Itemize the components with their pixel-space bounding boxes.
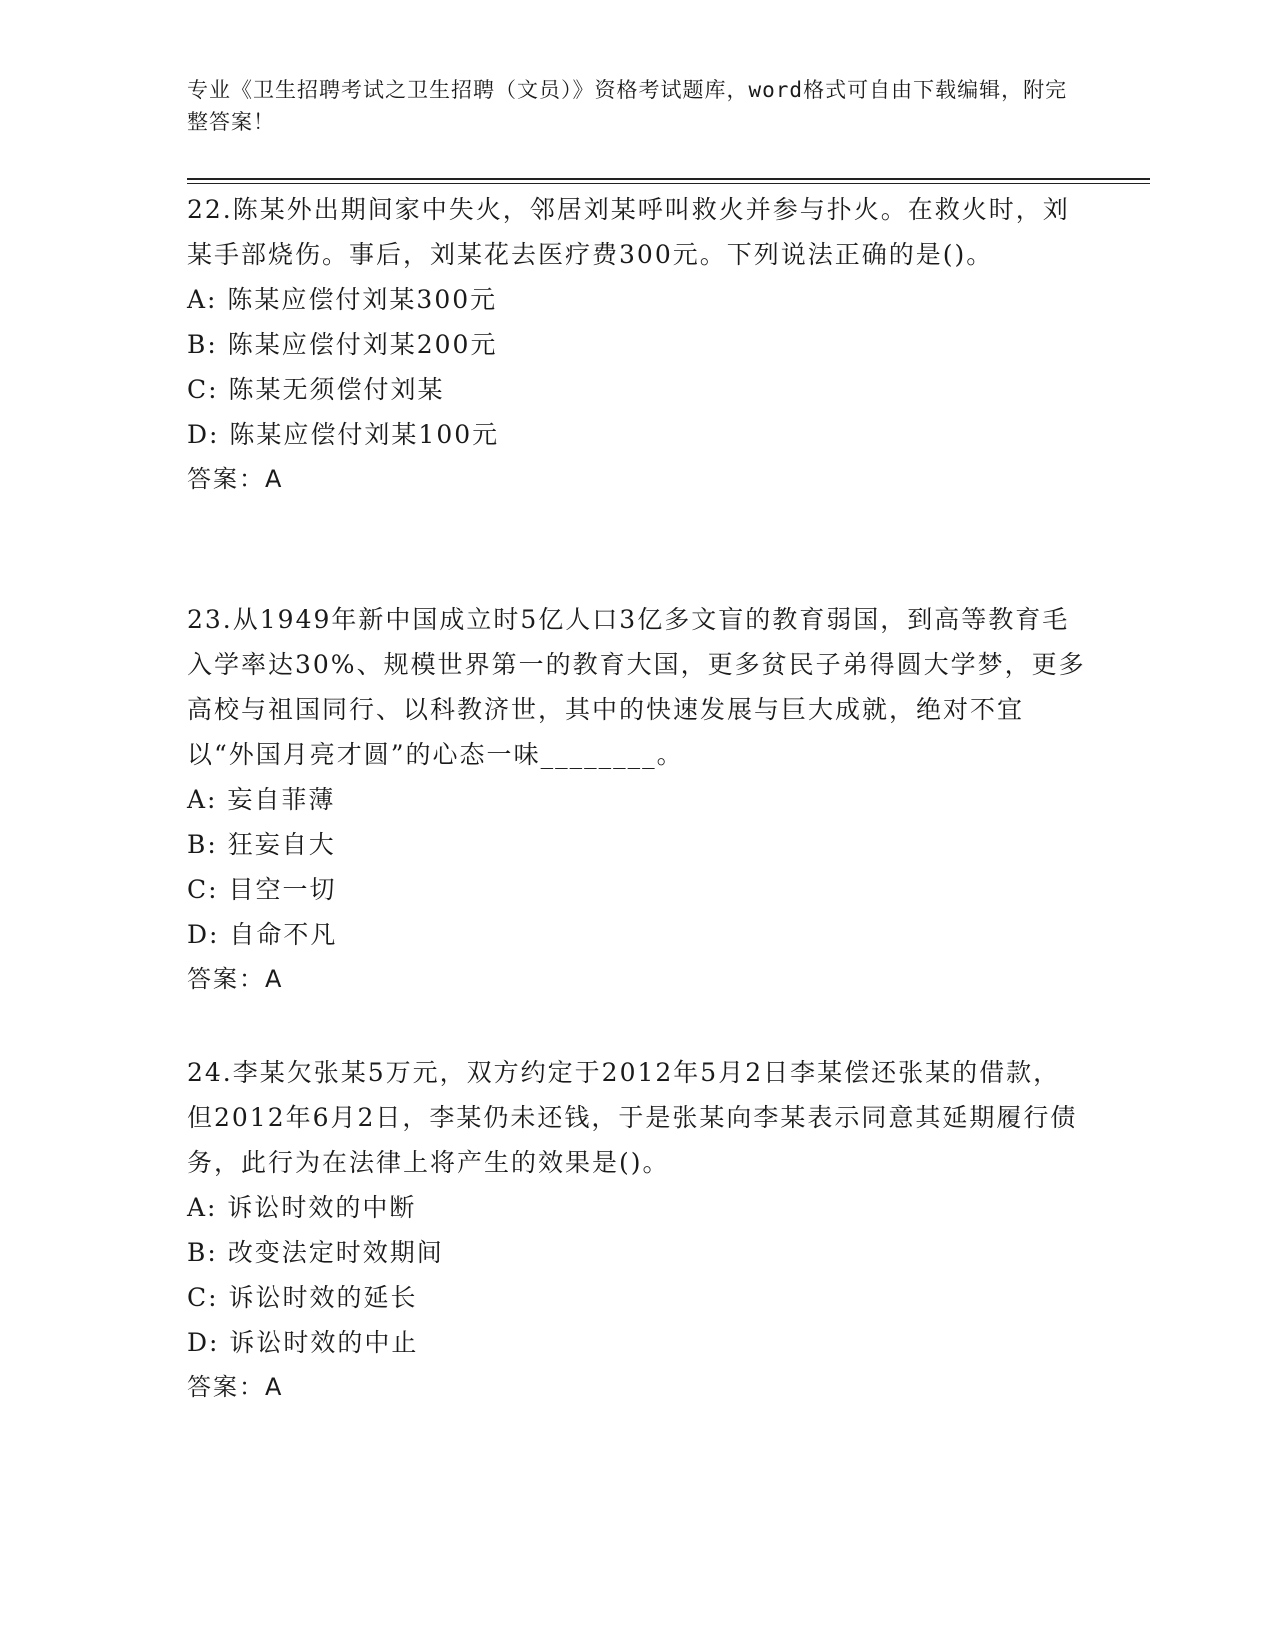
option-c: C: 陈某无须偿付刘某 xyxy=(187,375,445,404)
option-b: B: 陈某应偿付刘某200元 xyxy=(187,330,498,359)
option-b: B: 改变法定时效期间 xyxy=(187,1238,444,1267)
answer-line: 答案：A xyxy=(187,965,284,993)
option-a: A: 陈某应偿付刘某300元 xyxy=(187,285,498,314)
option-d: D: 陈某应偿付刘某100元 xyxy=(187,420,500,449)
header-divider-thin xyxy=(187,183,1150,184)
option-c: C: 诉讼时效的延长 xyxy=(187,1283,418,1312)
option-c: C: 目空一切 xyxy=(187,875,337,904)
question-stem: 23.从1949年新中国成立时5亿人口3亿多文盲的教育弱国，到高等教育毛入学率达30%、规模世界第一的教育大国，更多贫民子弟得圆大学梦，更多高校与祖国同行、以科教济世，其中的快速发展与巨大成就，绝对不宜以“外国月亮才圆”的心态一味________。 xyxy=(187,605,1086,769)
question-23 xyxy=(187,597,1087,1002)
option-a: A: 妄自菲薄 xyxy=(187,785,336,814)
question-stem: 22.陈某外出期间家中失火，邻居刘某呼叫救火并参与扑火。在救火时，刘某手部烧伤。事后，刘某花去医疗费300元。下列说法正确的是()。 xyxy=(187,195,1070,269)
header-divider-thick xyxy=(187,178,1150,180)
option-d: D: 诉讼时效的中止 xyxy=(187,1328,419,1357)
question-stem: 24.李某欠张某5万元，双方约定于2012年5月2日李某偿还张某的借款，但2012年6月2日，李某仍未还钱，于是张某向李某表示同意其延期履行债务，此行为在法律上将产生的效果是()。 xyxy=(187,1058,1078,1177)
answer-line: 答案：A xyxy=(187,465,284,493)
option-d: D: 自命不凡 xyxy=(187,920,338,949)
answer-line: 答案：A xyxy=(187,1373,284,1401)
option-a: A: 诉讼时效的中断 xyxy=(187,1193,417,1222)
question-22 xyxy=(187,187,1087,502)
question-24 xyxy=(187,1050,1087,1410)
header-intro-text: 专业《卫生招聘考试之卫生招聘（文员）》资格考试题库，word格式可自由下载编辑，附完整答案！ xyxy=(187,78,1068,134)
option-b: B: 狂妄自大 xyxy=(187,830,336,859)
document-header xyxy=(187,74,1087,138)
